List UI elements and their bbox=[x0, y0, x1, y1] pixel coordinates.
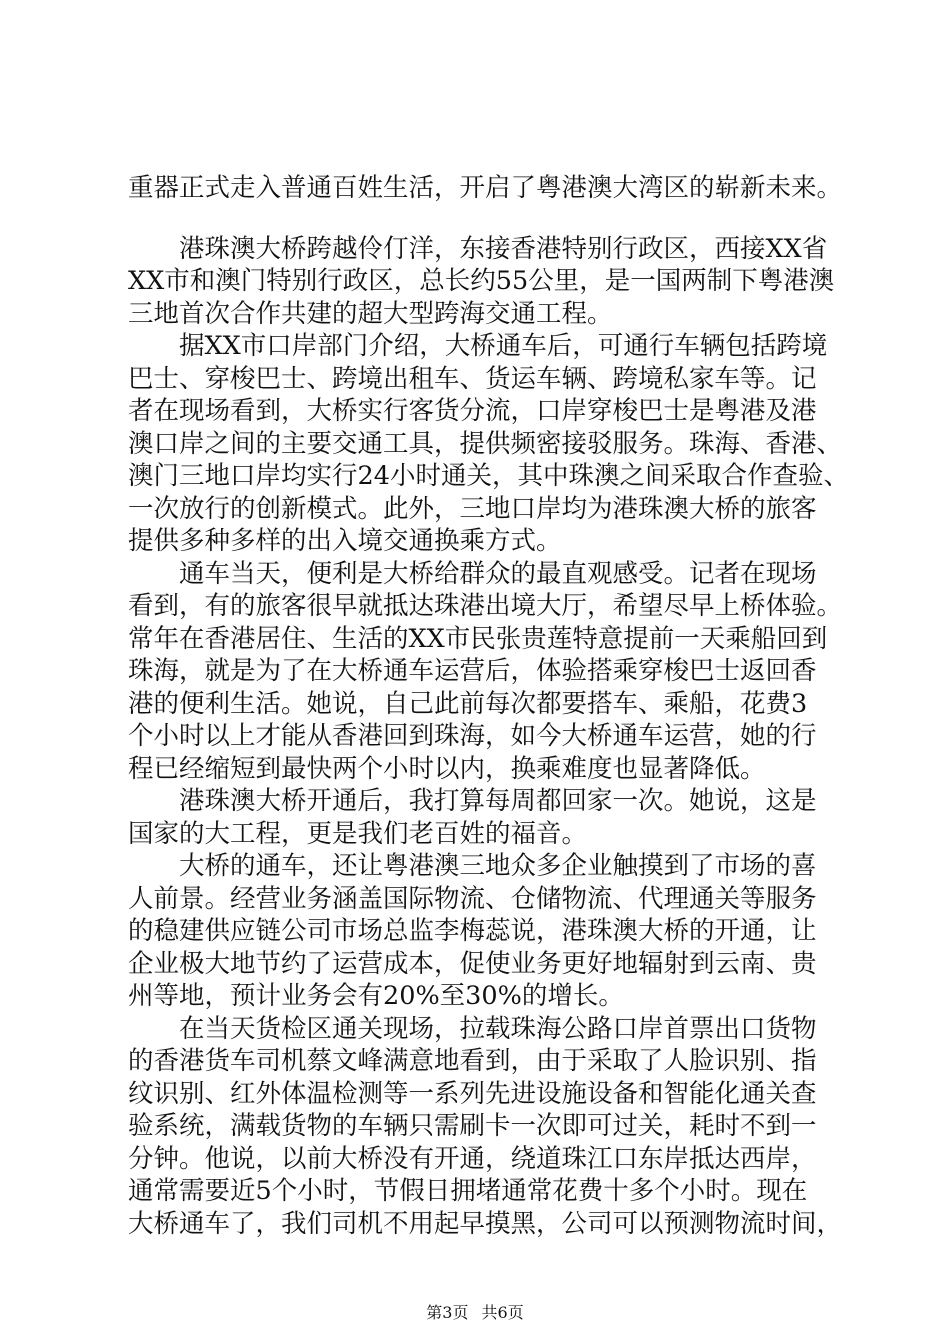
text-line: 看到，有的旅客很早就抵达珠港出境大厅，希望尽早上桥体验。 bbox=[128, 591, 843, 621]
text-line: 澳门三地口岸均实行24小时通关，其中珠澳之间采取合作查验、 bbox=[128, 461, 849, 491]
text-line: 程已经缩短到最快两个小时以内，换乘难度也显著降低。 bbox=[128, 753, 766, 784]
text-line: XX市和澳门特别行政区，总长约55公里，是一国两制下粤港澳 bbox=[128, 266, 835, 296]
text-line: 在当天货检区通关现场，拉载珠海公路口岸首票出口货物 bbox=[128, 1013, 817, 1044]
text-line: 的稳建供应链公司市场总监李梅蕊说，港珠澳大桥的开通，让 bbox=[128, 916, 817, 946]
text-line: 分钟。他说，以前大桥没有开通，绕道珠江口东岸抵达西岸， bbox=[128, 1143, 817, 1174]
text-line: 澳口岸之间的主要交通工具，提供频密接驳服务。珠海、香港、 bbox=[128, 428, 843, 459]
text-line: 常年在香港居住、生活的XX市民张贵莲特意提前一天乘船回到 bbox=[128, 623, 828, 654]
text-line: 通车当天，便利是大桥给群众的最直观感受。记者在现场 bbox=[128, 558, 817, 589]
text-line: 纹识别、红外体温检测等一系列先进设施设备和智能化通关查 bbox=[128, 1078, 817, 1109]
text-line: 巴士、穿梭巴士、跨境出租车、货运车辆、跨境私家车等。记 bbox=[128, 363, 817, 394]
text-line: 者在现场看到，大桥实行客货分流，口岸穿梭巴士是粤港及港 bbox=[128, 396, 817, 426]
text-line: 提供多种多样的出入境交通换乘方式。 bbox=[128, 526, 562, 556]
text-line: 个小时以上才能从香港回到珠海，如今大桥通车运营，她的行 bbox=[128, 721, 817, 751]
page-footer bbox=[0, 1300, 950, 1323]
text-line: 一次放行的创新模式。此外，三地口岸均为港珠澳大桥的旅客 bbox=[128, 493, 817, 524]
text-line: 珠海，就是为了在大桥通车运营后，体验搭乘穿梭巴士返回香 bbox=[128, 656, 817, 686]
text-line: 企业极大地节约了运营成本，促使业务更好地辐射到云南、贵 bbox=[128, 948, 817, 979]
text-line: 大桥通车了，我们司机不用起早摸黑，公司可以预测物流时间， bbox=[128, 1208, 843, 1239]
paragraph-gap bbox=[128, 205, 828, 233]
text-line: 大桥的通车，还让粤港澳三地众多企业触摸到了市场的喜 bbox=[128, 851, 817, 881]
text-line: 重器正式走入普通百姓生活，开启了粤港澳大湾区的崭新未来。 bbox=[128, 173, 843, 203]
text-line: 验系统，满载货物的车辆只需刷卡一次即可过关，耗时不到一 bbox=[128, 1111, 817, 1141]
text-line: 据XX市口岸部门介绍，大桥通车后，可通行车辆包括跨境 bbox=[128, 331, 828, 361]
text-line: 国家的大工程，更是我们老百姓的福音。 bbox=[128, 818, 588, 849]
page-number: 第3页 bbox=[426, 1303, 469, 1322]
page-total: 共6页 bbox=[481, 1303, 524, 1322]
text-line: 的香港货车司机蔡文峰满意地看到，由于采取了人脸识别、指 bbox=[128, 1046, 817, 1076]
text-line: 三地首次合作共建的超大型跨海交通工程。 bbox=[128, 298, 613, 329]
text-line: 通常需要近5个小时，节假日拥堵通常花费十多个小时。现在 bbox=[128, 1176, 808, 1206]
text-line: 港的便利生活。她说，自己此前每次都要搭车、乘船，花费3 bbox=[128, 688, 808, 719]
text-line: 港珠澳大桥跨越伶仃洋，东接香港特别行政区，西接XX省 bbox=[128, 233, 828, 264]
text-line: 港珠澳大桥开通后，我打算每周都回家一次。她说，这是 bbox=[128, 786, 817, 816]
text-line: 人前景。经营业务涵盖国际物流、仓储物流、代理通关等服务 bbox=[128, 883, 817, 914]
document-body bbox=[128, 172, 849, 1240]
text-line: 州等地，预计业务会有20%至30%的增长。 bbox=[128, 981, 624, 1011]
